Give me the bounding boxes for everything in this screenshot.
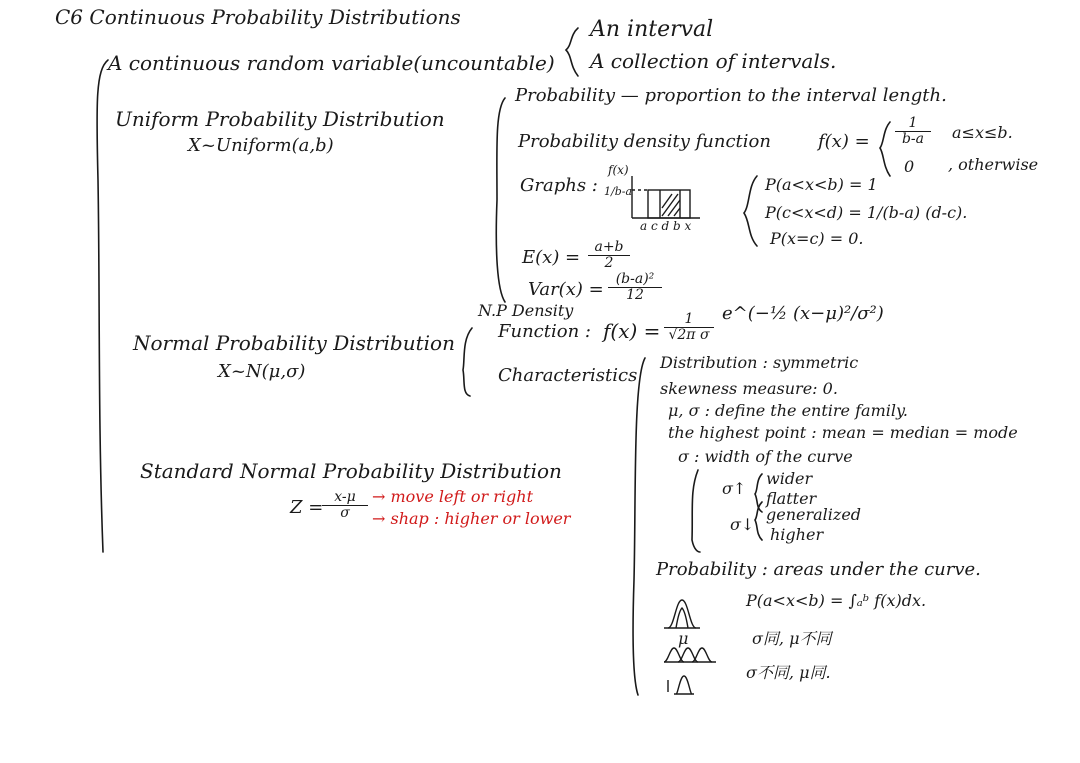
uniform-prop-1: P(a<x<b) = 1: [765, 175, 878, 194]
z-lhs: Z =: [290, 497, 324, 518]
sigma-down-label: σ↓: [730, 515, 755, 534]
z-effect-shift: → move left or right: [372, 487, 534, 506]
expectation-lhs: E(x) =: [522, 247, 581, 268]
graphs-label: Graphs :: [520, 175, 598, 196]
curve-row-1-note: σ同, μ不同: [752, 629, 832, 648]
sigma-up-item-2: flatter: [766, 489, 817, 508]
normal-notation: X~N(μ,σ): [218, 361, 306, 382]
page-title: C6 Continuous Probability Distributions: [55, 5, 461, 29]
char-item-1: Distribution : symmetric: [660, 353, 859, 372]
char-item-3: μ, σ : define the entire family.: [668, 401, 908, 420]
z-den: σ: [340, 505, 350, 522]
crv-definition: A continuous random variable(uncountable): [108, 51, 555, 75]
normal-curve-sketches: [664, 600, 716, 694]
normal-formula-fraction: [664, 312, 714, 344]
normal-formula-den: √2π σ: [668, 327, 710, 344]
uniform-prop-3: P(x=c) = 0.: [770, 229, 864, 248]
normal-probability: Probability : areas under the curve.: [656, 559, 981, 580]
normal-formula-exponent: e^(−½ (x−μ)²/σ²): [722, 303, 884, 324]
pdf-case1-cond: a≤x≤b.: [952, 123, 1013, 142]
pdf-lhs: f(x) =: [818, 131, 870, 152]
pdf-case1-fraction: [895, 116, 931, 148]
graph-height-label: 1/b-a: [604, 185, 633, 198]
uniform-heading: Uniform Probability Distribution: [115, 107, 445, 131]
uniform-probability: Probability — proportion to the interval length.: [515, 85, 947, 106]
interval-option-2: A collection of intervals.: [590, 49, 837, 73]
graph-fx-label: f(x): [608, 163, 629, 177]
char-item-5: σ : width of the curve: [678, 447, 853, 466]
pdf-label: Probability density function: [518, 131, 771, 152]
sigma-down-item-2: higher: [770, 525, 824, 544]
characteristics-label: Characteristics: [498, 365, 638, 386]
z-num: x-μ: [322, 490, 368, 506]
expectation-fraction: [588, 240, 630, 272]
pdf-case2-cond: , otherwise: [948, 155, 1039, 174]
uniform-graph: [632, 176, 700, 218]
sigma-down-item-1: generalized: [766, 505, 862, 524]
density-label: N.P Density: [478, 301, 574, 320]
pdf-case1-den: b-a: [901, 131, 925, 148]
interval-option-1: An interval: [590, 17, 714, 42]
variance-lhs: Var(x) =: [528, 279, 604, 300]
standard-heading: Standard Normal Probability Distribution: [140, 459, 562, 483]
integral-formula: P(a<x<b) = ∫ₐᵇ f(x)dx.: [746, 591, 927, 610]
graph-axis-labels: a c d b x: [640, 219, 692, 233]
variance-den: 12: [626, 287, 644, 304]
uniform-prop-2: P(c<x<d) = 1/(b-a) (d-c).: [765, 203, 968, 222]
variance-num: (b-a)²: [608, 272, 662, 288]
z-effect-shape: → shap : higher or lower: [372, 509, 571, 528]
function-label: Function :: [498, 321, 591, 342]
curve-row-2-note: σ不同, μ同.: [746, 663, 831, 682]
pdf-case1-num: 1: [895, 116, 931, 132]
z-fraction: [322, 490, 368, 522]
char-item-2: skewness measure: 0.: [660, 379, 838, 398]
variance-fraction: [608, 272, 662, 304]
expectation-num: a+b: [588, 240, 630, 256]
expectation-den: 2: [604, 255, 614, 272]
sigma-up-item-1: wider: [766, 469, 813, 488]
sigma-up-label: σ↑: [722, 479, 747, 498]
normal-formula-num: 1: [664, 312, 714, 328]
normal-heading: Normal Probability Distribution: [133, 331, 455, 355]
char-item-4: the highest point : mean = median = mode: [668, 423, 1018, 442]
normal-formula-lhs: f(x) =: [603, 319, 661, 343]
pdf-case2-val: 0: [904, 157, 915, 176]
mu-label: μ: [678, 629, 689, 648]
uniform-notation: X~Uniform(a,b): [188, 135, 334, 156]
